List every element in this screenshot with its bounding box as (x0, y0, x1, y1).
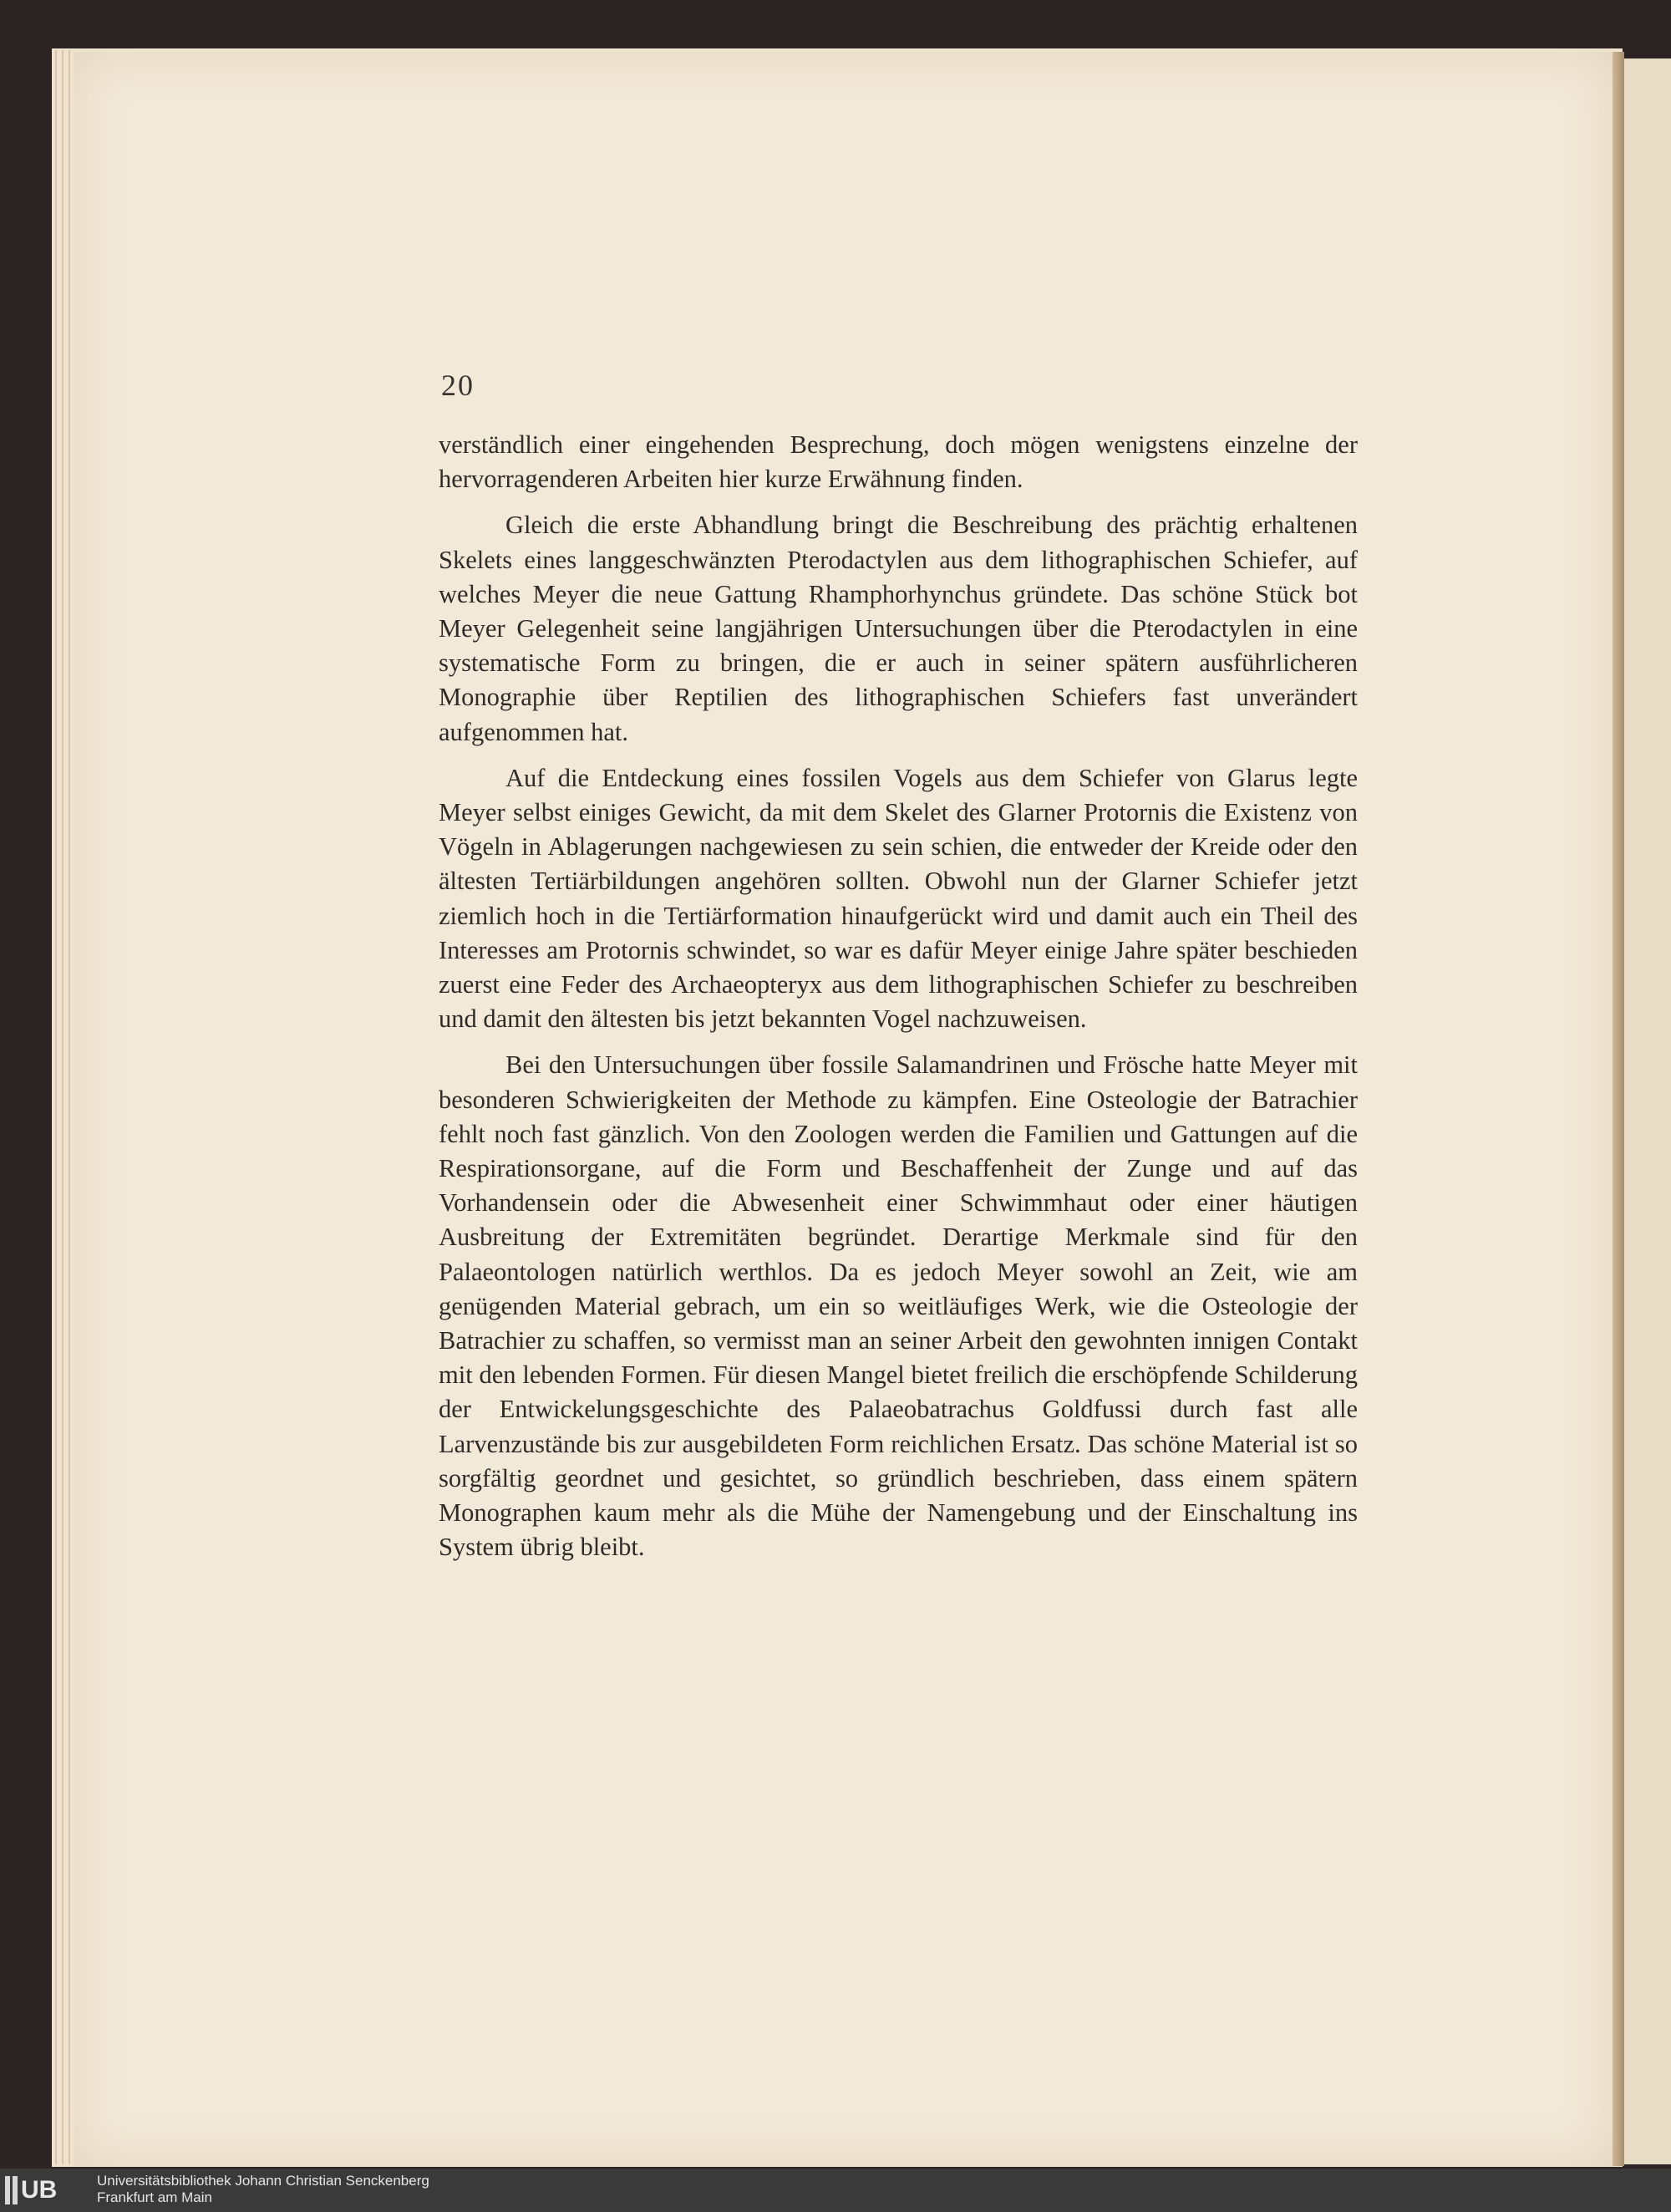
paragraph: Bei den Untersuchungen über fossile Salamandrinen und Frösche hatte Meyer mit besonderen Schwierigkeiten der Methode zu kämpfen. Eine Osteologie der Batrachier fehlt noch fast gänzlich. Von den Zoologen werden die Familien und Gattungen auf die Respirationsorgane, auf die Form und Beschaffenheit der Zunge und auf das Vorhandensein oder die Abwesenheit einer Schwimmhaut oder einer häutigen Ausbreitung der Extremitäten begründet. Derartige Merkmale sind für den Palaeontologen natürlich werthlos. Da es jedoch Meyer sowohl an Zeit, wie am genügenden Material gebrach, um ein so weitläufiges Werk, wie die Osteologie der Batrachier zu schaffen, so vermisst man an seiner Arbeit den gewohnten innigen Contakt mit den lebenden Formen. Für diesen Mangel bietet freilich die erschöpfende Schilderung der Entwickelungsgeschichte des Palaeobatrachus Goldfussi durch fast alle Larvenzustände bis zur ausgebildeten Form reichlichen Ersatz. Das schöne Material ist so sorgfältig geordnet und gesichtet, so gründlich beschrieben, dass einem spätern Monographen kaum mehr als die Mühe der Namengebung und der Einschaltung ins System übrig bleibt. (439, 1050, 1358, 1562)
library-name (97, 2173, 429, 2206)
library-logo (5, 2174, 57, 2207)
page-edge-line (62, 50, 63, 2164)
library-name-line1: Universitätsbibliothek Johann Christian Senckenberg (97, 2173, 429, 2189)
logo-bars-icon (5, 2176, 18, 2204)
logo-text: UB (21, 2176, 58, 2204)
paragraph: Gleich die erste Abhandlung bringt die Beschreibung des prächtig erhaltenen Skelets eines langgeschwänzten Pterodactylen aus dem lithographischen Schiefer, auf welches Meyer die neue Gattung Rhamphorhynchus gründete. Das schöne Stück bot Meyer Gelegenheit seine langjährigen Untersuchungen über die Pterodactylen in eine systematische Form zu bringen, die er auch in seiner spätern ausführlicheren Monographie über Reptilien des lithographischen Schiefers fast unverändert aufgenommen hat. (439, 511, 1358, 746)
paragraph: Auf die Entdeckung eines fossilen Vogels aus dem Schiefer von Glarus legte Meyer selbst einiges Gewicht, da mit dem Skelet des Glarner Protornis die Existenz von Vögeln in Ablagerungen nachgewiesen zu sein schien, die entweder der Kreide oder den ältesten Tertiärbildungen angehören sollten. Obwohl nun der Glarner Schiefer jetzt ziemlich hoch in die Tertiärformation hinaufgerückt wird und damit auch ein Theil des Interesses am Protornis schwindet, so war es dafür Meyer einige Jahre später beschieden zuerst eine Feder des Archaeopteryx aus dem lithographischen Schiefer zu beschreiben und damit den ältesten bis jetzt bekannten Vogel nachzuweisen. (439, 763, 1358, 1034)
body-text (439, 428, 1358, 1577)
facing-page-edge (1623, 58, 1671, 2164)
paragraph: verständlich einer eingehenden Besprechung, doch mögen wenigstens einzelne der hervorragenderen Arbeiten hier kurze Erwähnung finden. (439, 430, 1358, 494)
page-edge-line (55, 50, 57, 2164)
library-name-line2: Frankfurt am Main (97, 2189, 212, 2205)
library-footer-bar (0, 2169, 1671, 2212)
gutter-shadow (1613, 52, 1624, 2166)
page-number: 20 (441, 369, 475, 402)
page-edge-line (69, 50, 70, 2164)
